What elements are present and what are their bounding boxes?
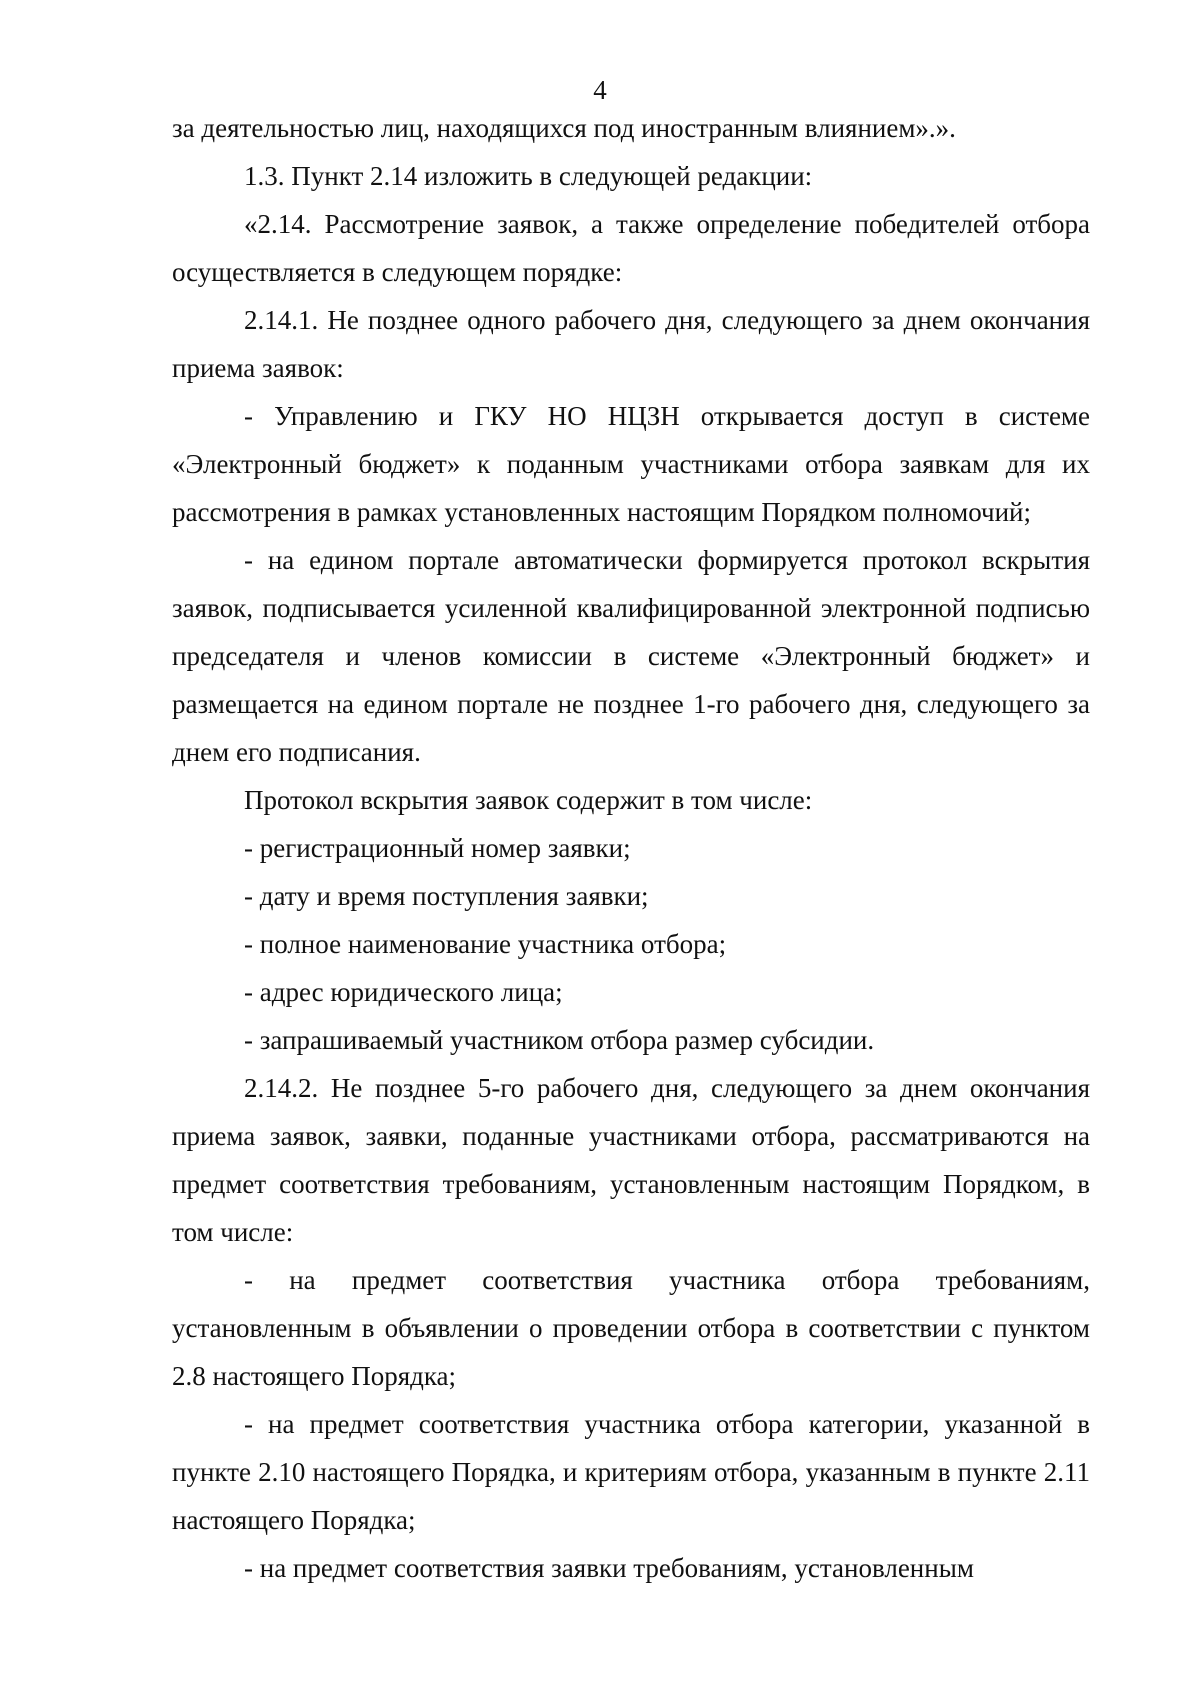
document-body	[172, 104, 1090, 1592]
paragraph-clause-2-14: «2.14. Рассмотрение заявок, а также определение победителей отбора осуществляется в следующем порядке:	[172, 209, 1090, 287]
list-item-subsidy-amount: - запрашиваемый участником отбора размер субсидии.	[244, 1025, 875, 1055]
paragraph-clause-2-14-2: 2.14.2. Не позднее 5-го рабочего дня, следующего за днем окончания приема заявок, заявки, поданные участниками отбора, рассматриваются на предмет соответствия требованиям, установленным настоящим Порядком, в том числе:	[172, 1073, 1090, 1247]
paragraph-protocol-contents: Протокол вскрытия заявок содержит в том числе:	[244, 785, 813, 815]
paragraph-access-budget-system: - Управлению и ГКУ НО НЦЗН открывается доступ в системе «Электронный бюджет» к поданным участниками отбора заявкам для их рассмотрения в рамках установленных настоящим Порядком полномочий;	[172, 401, 1090, 527]
paragraph-category-criteria: - на предмет соответствия участника отбора категории, указанной в пункте 2.10 настоящего Порядка, и критериям отбора, указанным в пункте 2.11 настоящего Порядка;	[172, 1409, 1090, 1535]
paragraph-continuation: за деятельностью лиц, находящихся под иностранным влиянием».».	[172, 113, 956, 143]
paragraph-opening-protocol: - на едином портале автоматически формируется протокол вскрытия заявок, подписывается усиленной квалифицированной электронной подписью председателя и членов комиссии в системе «Электронный бюджет» и размещается на едином портале не позднее 1-го рабочего дня, следующего за днем его подписания.	[172, 545, 1090, 767]
list-item-full-name: - полное наименование участника отбора;	[244, 929, 727, 959]
paragraph-application-requirements: - на предмет соответствия заявки требованиям, установленным	[244, 1553, 974, 1583]
paragraph-requirements-2-8: - на предмет соответствия участника отбора требованиям, установленным в объявлении о проведении отбора в соответствии с пунктом 2.8 настоящего Порядка;	[172, 1265, 1090, 1391]
page-number: 4	[593, 75, 607, 105]
paragraph-clause-2-14-1: 2.14.1. Не позднее одного рабочего дня, следующего за днем окончания приема заявок:	[172, 305, 1090, 383]
paragraph-item-1-3: 1.3. Пункт 2.14 изложить в следующей редакции:	[244, 161, 813, 191]
list-item-registration-number: - регистрационный номер заявки;	[244, 833, 631, 863]
list-item-legal-address: - адрес юридического лица;	[244, 977, 563, 1007]
list-item-date-time: - дату и время поступления заявки;	[244, 881, 649, 911]
